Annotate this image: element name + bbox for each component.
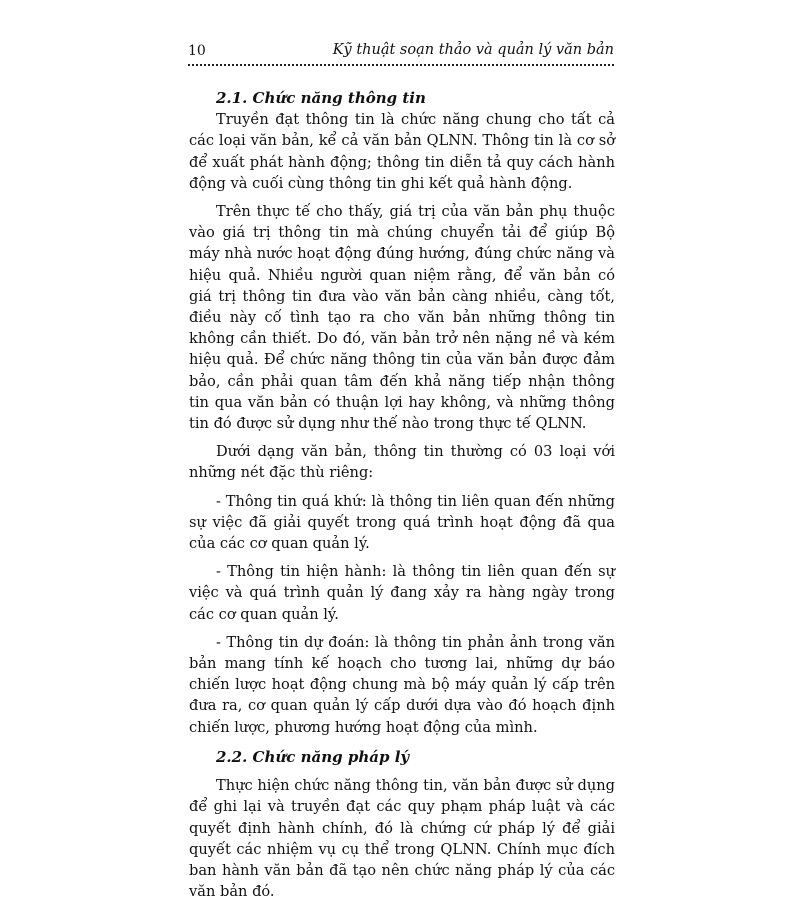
page-number: 10 [188,43,206,59]
page-header [188,40,614,66]
paragraph: Trên thực tế cho thấy, giá trị của văn bản phụ thuộc vào giá trị thông tin mà chúng chuyển tải để giúp Bộ máy nhà nước hoạt động đúng hướng, đúng chức năng và hiệu quả. Nhiều người quan niệm rằng, để văn bản có giá trị thông tin đưa vào văn bản càng nhiều, càng tốt, điều này cố tình tạo ra cho văn bản những thông tin không cần thiết. Do đó, văn bản trở nên nặng nề và kém hiệu quả. Để chức năng thông tin của văn bản được đảm bảo, cần phải quan tâm đến khả năng tiếp nhận thông tin qua văn bản có thuận lợi hay không, và những thông tin đó được sử dụng như thế nào trong thực tế QLNN. [189,203,615,433]
list-item: - Thông tin quá khứ: là thông tin liên quan đến những sự việc đã giải quyết trong quá trình hoạt động đã qua của các cơ quan quản lý. [189,492,615,553]
paragraph: Truyền đạt thông tin là chức năng chung cho tất cả các loại văn bản, kể cả văn bản QLNN. Thông tin là cơ sở để xuất phát hành động; thông tin diễn tả quy cách hành động và cuối cùng thông tin ghi kết quả hành động. [189,111,615,192]
page-body [189,88,615,902]
list-item: - Thông tin dự đoán: là thông tin phản ảnh trong văn bản mang tính kế hoạch cho tương lai, những dự báo chiến lược hoạt động chung mà bộ máy quản lý cấp trên đưa ra, cơ quan quản lý cấp dưới dựa vào đó hoạch định chiến lược, phương hướng hoạt động của mình. [189,633,615,736]
paragraph: Dưới dạng văn bản, thông tin thường có 03 loại với những nét đặc thù riêng: [189,443,615,482]
section-heading: 2.2. Chức năng pháp lý [216,747,410,766]
running-title: Kỹ thuật soạn thảo và quản lý văn bản [332,42,614,58]
paragraph: Thực hiện chức năng thông tin, văn bản được sử dụng để ghi lại và truyền đạt các quy phạm pháp luật và các quyết định hành chính, đó là chứng cứ pháp lý để giải quyết các nhiệm vụ cụ thể trong QLNN. Chính mục đích ban hành văn bản đã tạo nên chức năng pháp lý của các văn bản đó. [189,777,615,901]
list-item: - Thông tin hiện hành: là thông tin liên quan đến sự việc và quá trình quản lý đang xảy ra hàng ngày trong các cơ quan quản lý. [189,563,615,623]
section-heading: 2.1. Chức năng thông tin [216,89,426,107]
